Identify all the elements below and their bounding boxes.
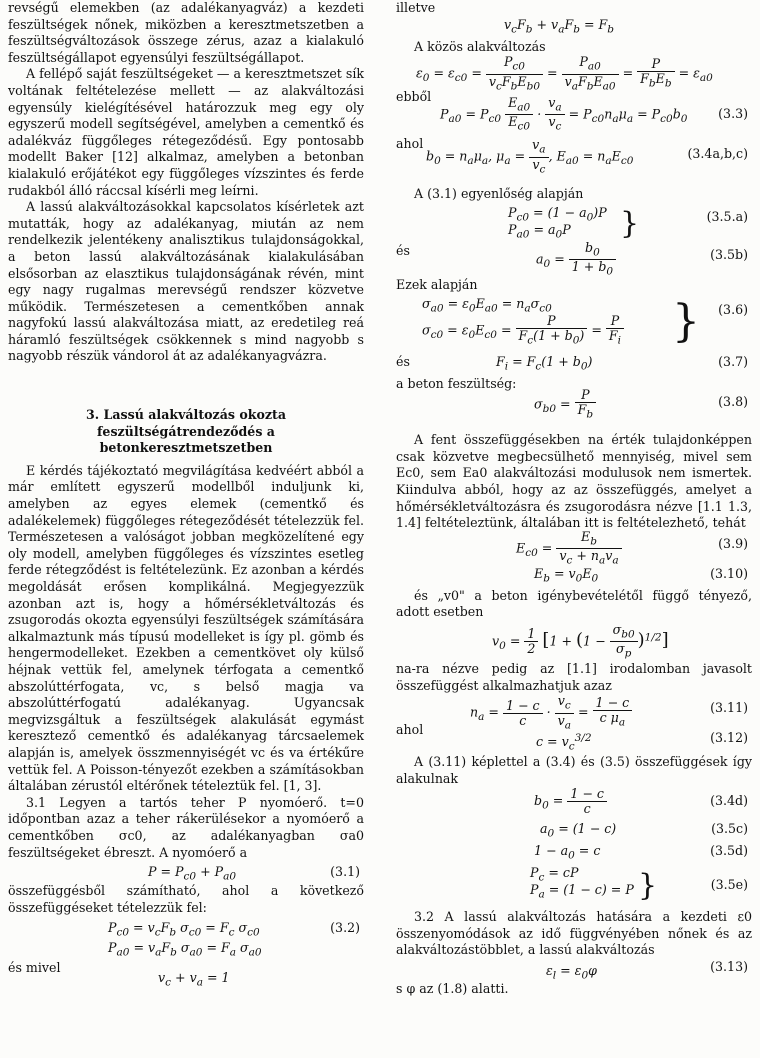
paragraph-lassu-alakvaltozas: A lassú alakváltozásokkal kapcsolatos kísérletek azt mutatták, hogy az adalékanyag, miután az nem rendelkezik jelentékeny analisztikus tulajdonságokkal, a beton lassú alakváltozásának kialakulásában elsősorban az elasztikus tulajdonságának révén, mint egy nagy rugalmas merevségű rendszer közvetve működik. Természetesen a cementkőben annak nagyfokú lassú alakváltozása miatt, az eredetileg reá háramló feszültségek csökkennek s mind nagyobb s nagyobb részük vándorol át az adalékanyagvázra. (8, 199, 364, 364)
ezek-alapjan-label: Ezek alapján (396, 276, 478, 292)
equation-number: (3.3) (718, 105, 748, 121)
kozos-alakvaltozas-label: A közös alakváltozás (414, 38, 546, 54)
equation-number: (3.8) (718, 394, 748, 410)
equation-number: (3.5.a) (706, 208, 748, 224)
paragraph-keplettel: A (3.11) képlettel a (3.4) és (3.5) összefüggések így alakulnak (396, 754, 752, 786)
beton-feszultseg-label: a beton feszültség: (396, 375, 517, 391)
equation-number: (3.4d) (710, 793, 748, 809)
equation-3-11: $n_a$ = $\frac{1 - c}{c}$ · $\frac{v_c}{v_a}$ = $\frac{1 - c}{c \mu_a}$ (3.11) (470, 693, 748, 732)
equation-number: (3.4a,b,c) (687, 146, 748, 162)
equation-3-6-b: $\sigma_{c0} = \varepsilon_0E_{c0}$ = $\frac{P}{F_c(1 + b_0)}$ = $\frac{P}{F_i}$ (3.6) (422, 301, 748, 347)
equation-3-2-a: $P_{c0} = v_cF_b$ $\sigma_{c0} = F_c$ $\sigma_{c0}$ (3.2) (108, 920, 360, 939)
equation-number: (3.1) (330, 864, 360, 880)
equation-3-5b: és $a_0$ = $\frac{b_0}{1 + b_0}$ (3.5b) (396, 239, 748, 278)
paragraph-na-ertek: A fent összefüggésekben na érték tulajdonképpen csak közvetve megbecsülhető mennyiség, mivel sem Ec0, sem Ea0 alakváltozási modulusok nem ismertek. Kiindulva abból, hogy az az összefüggés, amelyet a hőmérsékletváltozásra és zsugorodásra nézve [1.1 1.3, 1.4] feltételeztünk, általában itt is feltételezhető, tehát (396, 432, 752, 531)
paragraph-tartos-teher: 3.1 Legyen a tartós teher P nyomóerő. t=0 időpontban azaz a teher rákerülésekor a nyomóerő a cementkőben σc0, az adalékanyagban σa0 feszültségeket ébreszt. A nyomóerő a (8, 794, 364, 860)
equation-number: (3.12) (710, 730, 748, 746)
equation-force-sum: $v_cF_b + v_aF_b = F_b$ (504, 16, 614, 36)
equation-number: (3.13) (710, 959, 748, 975)
left-column (8, 0, 364, 989)
equation-3-5e: $P_c$ = cP $P_a = (1 - c) = P$ } (3.5e) (530, 865, 748, 904)
paragraph-3-2: 3.2 A lassú alakváltozás hatására a kezdeti ε0 összenyomódások az idő függvényében nőnek és az alakváltozástöbblet, a lassú alakváltozás (396, 909, 752, 958)
equation-number: (3.6) (718, 301, 748, 317)
equation-v0: $v_0$ = $\frac{1}{2}$ [1 + (1 − $\frac{\sigma_{b0}}{\sigma_p}$ )$^{1/2}$] (492, 621, 669, 660)
equation-3-6-a: $\sigma_{a0} = \varepsilon_0E_{a0} = n_a\sigma_{c0}$ } (422, 295, 700, 347)
equation-3-4abc: $b_0 = n_a\mu_a$, $\mu_a$ = $\frac{v_a}{v_c}$ , $E_{a0} = n_aE_{c0}$ (3.4a,b,c) (426, 137, 748, 176)
equation-number: (3.5d) (710, 843, 748, 859)
equation-number: (3.9) (718, 535, 748, 551)
equation-3-10: $E_b = v_0E_0$ (3.10) (534, 565, 748, 585)
right-column (396, 0, 752, 998)
paragraph-phi: s φ az (1.8) alatti. (396, 981, 509, 997)
equation-3-9: $E_{c0}$ = $\frac{E_b}{v_c + n_av_a}$ (3.9) (516, 528, 748, 567)
equation-3-2-b: $P_{a0} = v_aF_b$ $\sigma_{a0} = F_a$ $\sigma_{a0}$ (108, 940, 262, 959)
equation-volume-sum: és mivel $v_c + v_a = 1$ (8, 960, 230, 989)
section-heading: 3. Lassú alakváltozás okozta feszültségátrendeződés a betonkeresztmetszetben (85, 407, 287, 456)
paragraph-intro-end: revségű elemekben (az adalékanyagváz) a kezdeti feszültségek nőnek, miközben a keresztmetszetben a feszültségváltozások összege zérus, azaz a kialakuló feszültségállapot egyensúlyi feszültségállapot. (8, 0, 364, 65)
equation-3-5a: $P_{c0} = (1 - a_0)P$ $P_{a0} = a_0P$ } (3.5.a) (508, 204, 748, 241)
equation-number: (3.5c) (711, 821, 748, 837)
equation-number: (3.11) (710, 700, 748, 716)
equation-3-1: $P = P_{c0} + P_{a0}$ (3.1) (148, 864, 360, 883)
equation-3-8: $\sigma_{b0}$ = $\frac{P}{F_b}$ (3.8) (534, 387, 748, 421)
ebbol-label: ebből (396, 89, 432, 105)
equation-3-4d: $b_0$ = $\frac{1 - c}{c}$ (3.4d) (534, 786, 748, 817)
equation-3-12: ahol $c = v_c^{3/2}$ (3.12) (396, 722, 748, 753)
equation-number: (3.5b) (710, 246, 748, 262)
ahol-label: ahol (396, 135, 424, 151)
equation-common-strain: $\varepsilon_0 = \varepsilon_{c0}$ = $\frac{P_{c0}}{v_cF_bE_{b0}}$ = $\frac{P_{a0}}{v_aF_bE_{a0}}$ = $\frac{P}{F_bE_b}$ = $\varepsilon_{a0}$ (416, 54, 713, 93)
egyenloseg-label: A (3.1) egyenlőség alapján (414, 186, 584, 202)
illetve-label: illetve (396, 0, 436, 15)
equation-3-3: $P_{a0} = P_{c0}$ $\frac{E_{a0}}{E_{c0}}$ · $\frac{v_a}{v_c}$ = $P_{c0}n_a\mu_a = P_{c0}b_0$ (3.3) (440, 94, 748, 133)
equation-3-7: és $F_i = F_c(1 + b_0)$ (3.7) (396, 353, 748, 373)
ahol-label: ahol (396, 722, 424, 738)
paragraph-osszefugges: összefüggésből számítható, ahol a következő összefüggéseket tételezzük fel: (8, 883, 364, 915)
es-label: és (396, 353, 410, 369)
equation-3-13: $\varepsilon_l = \varepsilon_0\varphi$ (3.13) (546, 959, 748, 982)
es-mivel-label: és mivel (8, 960, 61, 976)
paragraph-modell: E kérdés tájékoztató megvilágítása kedvéért abból a már említett egyszerű modellből induljunk ki, amelyben az egyes elemek (cementkő és adalékelemek) függőleges rétegeződését tételezzük fel. Természetesen a valóságot jobban megközelítené egy oly modell, amelyben függőleges és vízszintes esetleg ferde rétegződést is feltételezünk. Ez azonban a kérdés megoldását erősen komplikálná. Megjegyezzük azonban azt is, hogy a hőmérsékletváltozás és zsugorodás okozta egyensúlyi feszültségek számítására alkalmaztunk más típusú modelleket is így pl. gömb és hengermodelleket. Ezekben a cementkövet oly külső héjnak vettük fel, amelynek térfogata a cementkő abszolúttérfogata, vc, s belső magja va abszolúttérfogatú adalékanyag. Ugyancsak megvizsgáltuk a feszültségek alakulását egymást keresztező cementkő és adalékanyag tárcsaelemek alapján is, amelyek összmennyiségét vc és va értékűre vettük fel. A Poisson-tényezőt ezekben a számításokban általában zérustól eltérőnek tételeztük fel. [1, 3]. (8, 462, 364, 794)
paragraph-v0: és „v0" a beton igénybevételétől függő tényező, adott esetben (396, 587, 752, 620)
equation-number: (3.2) (330, 920, 360, 936)
equation-3-5d: $1 - a_0 = c$ (3.5d) (534, 843, 748, 862)
equation-number: (3.7) (718, 353, 748, 369)
equation-3-5c: $a_0 = (1 - c)$ (3.5c) (540, 821, 748, 840)
paragraph-saját-feszültségek: A fellépő saját feszültségeket — a keresztmetszet sík voltának feltételezése mellett — az alakváltozási egyensúly kielégítésével határozzuk meg egy oly egyszerű modell segítségével, amelyben a cementkő és adalékváz függőleges rétegeződésű. Egy pontosabb modellt Baker [12] alkalmaz, amelyben a betonban kialakuló erőjátékot egy függőleges vízszintes és ferde rudakból álló ráccsal kísérli meg leírni. (8, 66, 364, 198)
paragraph-na-irodalom: na-ra nézve pedig az [1.1] irodalomban javasolt összefüggést alkalmazhatjuk azaz (396, 660, 752, 693)
equation-number: (3.10) (710, 565, 748, 581)
equation-number: (3.5e) (710, 877, 748, 893)
es-label: és (396, 242, 410, 258)
